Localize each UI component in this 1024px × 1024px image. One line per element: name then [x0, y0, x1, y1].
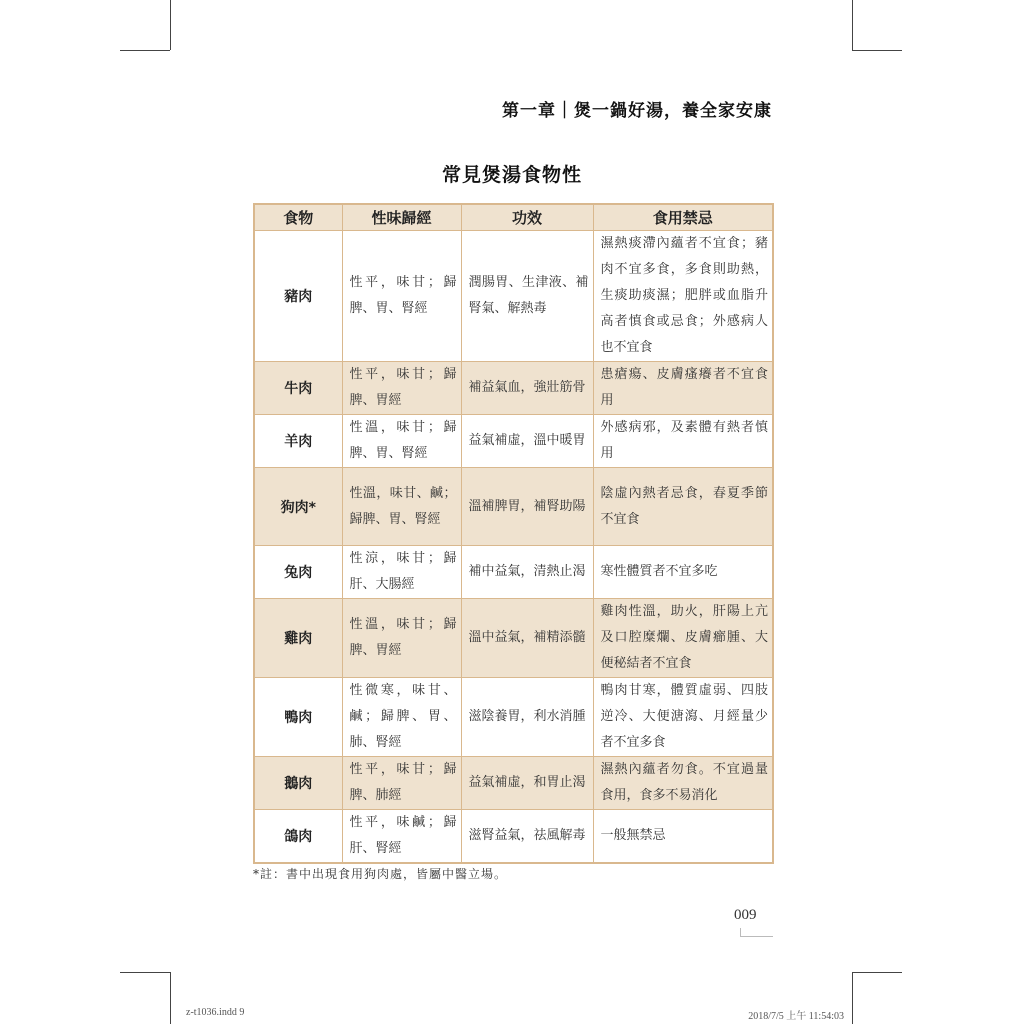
food-name: 羊肉: [254, 415, 342, 468]
food-name: 狗肉*: [254, 468, 342, 546]
food-nature: 性溫，味甘；歸脾、胃經: [342, 599, 461, 678]
food-name: 雞肉: [254, 599, 342, 678]
footnote: *註：書中出現食用狗肉處，皆屬中醫立場。: [253, 867, 508, 881]
crop-mark-top-left-vertical: [170, 0, 171, 50]
table-row: [254, 678, 773, 757]
food-taboo: 寒性體質者不宜多吃: [593, 546, 773, 599]
food-effect: 滋陰養胃，利水消腫: [461, 678, 593, 757]
food-nature: 性平，味甘；歸脾、胃經: [342, 362, 461, 415]
food-name: 鵝肉: [254, 757, 342, 810]
food-name: 牛肉: [254, 362, 342, 415]
page-number-ornament: [740, 928, 773, 937]
table-row: [254, 468, 773, 546]
table-row: [254, 757, 773, 810]
food-taboo: 外感病邪，及素體有熱者慎用: [593, 415, 773, 468]
column-header-effect: 功效: [461, 204, 593, 231]
food-properties-table: [253, 203, 774, 864]
crop-mark-bottom-right-horizontal: [852, 972, 902, 973]
food-taboo: 濕熱痰滯內蘊者不宜食；豬肉不宜多食，多食則助熱，生痰助痰濕；肥胖或血脂升高者慎食或忌食；外感病人也不宜食: [593, 231, 773, 362]
chapter-header: 第一章｜煲一鍋好湯，養全家安康: [502, 101, 772, 121]
table-header-row: [254, 204, 773, 231]
food-effect: 滋腎益氣，祛風解毒: [461, 810, 593, 864]
slug-filename: z-t1036.indd 9: [186, 1007, 245, 1018]
crop-mark-bottom-left-horizontal: [120, 972, 170, 973]
column-header-food: 食物: [254, 204, 342, 231]
crop-mark-top-left-horizontal: [120, 50, 170, 51]
food-taboo: 鴨肉甘寒，體質虛弱、四肢逆冷、大便溏瀉、月經量少者不宜多食: [593, 678, 773, 757]
table-row: [254, 231, 773, 362]
column-header-nature: 性味歸經: [342, 204, 461, 231]
crop-mark-top-right-vertical: [852, 0, 853, 50]
crop-mark-top-right-horizontal: [852, 50, 902, 51]
column-header-taboo: 食用禁忌: [593, 204, 773, 231]
crop-mark-bottom-left-vertical: [170, 972, 171, 1024]
food-nature: 性微寒，味甘、鹹；歸脾、胃、肺、腎經: [342, 678, 461, 757]
food-name: 兔肉: [254, 546, 342, 599]
food-name: 豬肉: [254, 231, 342, 362]
food-effect: 益氣補虛，溫中暖胃: [461, 415, 593, 468]
food-effect: 溫中益氣，補精添髓: [461, 599, 593, 678]
food-nature: 性平，味甘；歸脾、肺經: [342, 757, 461, 810]
food-nature: 性溫，味甘；歸脾、胃、腎經: [342, 415, 461, 468]
table-row: [254, 599, 773, 678]
food-taboo: 濕熱內蘊者勿食。不宜過量食用，食多不易消化: [593, 757, 773, 810]
table-row: [254, 362, 773, 415]
food-taboo: 雞肉性溫，助火，肝陽上亢及口腔糜爛、皮膚癤腫、大便秘結者不宜食: [593, 599, 773, 678]
table-row: [254, 415, 773, 468]
food-nature: 性平，味鹹；歸肝、腎經: [342, 810, 461, 864]
food-effect: 益氣補虛，和胃止渴: [461, 757, 593, 810]
food-nature: 性涼，味甘；歸肝、大腸經: [342, 546, 461, 599]
food-taboo: 一般無禁忌: [593, 810, 773, 864]
table-title: 常見煲湯食物性: [441, 164, 582, 186]
crop-mark-bottom-right-vertical: [852, 972, 853, 1024]
food-effect: 溫補脾胃，補腎助陽: [461, 468, 593, 546]
food-taboo: 陰虛內熱者忌食，春夏季節不宜食: [593, 468, 773, 546]
food-nature: 性溫，味甘、鹹；歸脾、胃、腎經: [342, 468, 461, 546]
food-taboo: 患瘡瘍、皮膚瘙癢者不宜食用: [593, 362, 773, 415]
table-row: [254, 546, 773, 599]
food-name: 鴿肉: [254, 810, 342, 864]
food-effect: 補中益氣，清熱止渴: [461, 546, 593, 599]
food-name: 鴨肉: [254, 678, 342, 757]
food-effect: 補益氣血，強壯筋骨: [461, 362, 593, 415]
page-number: 009: [734, 907, 757, 923]
table-row: [254, 810, 773, 864]
food-effect: 潤腸胃、生津液、補腎氣、解熱毒: [461, 231, 593, 362]
food-nature: 性平，味甘；歸脾、胃、腎經: [342, 231, 461, 362]
slug-timestamp: 2018/7/5 上午 11:54:03: [748, 1011, 844, 1022]
